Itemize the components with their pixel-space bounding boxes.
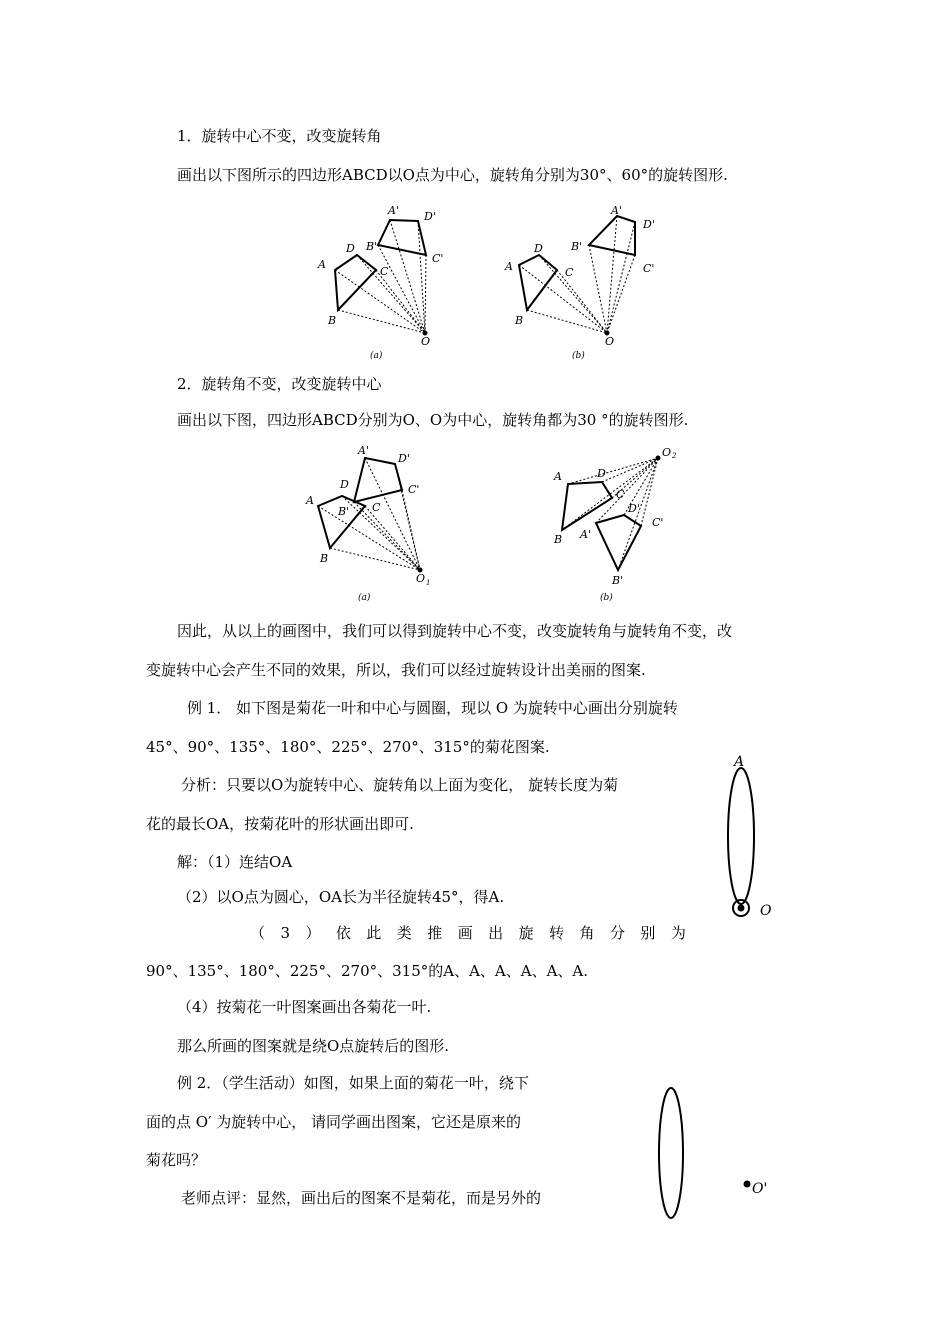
example2-line2: 面的点 O′ 为旋转中心， 请同学画出图案，它还是原来的 xyxy=(146,1113,522,1131)
label-c: C xyxy=(616,488,625,501)
label-a-prime: A' xyxy=(611,204,622,217)
quad-abcd xyxy=(335,255,376,310)
label-c: C xyxy=(380,265,389,278)
label-c-prime: C' xyxy=(643,262,655,275)
label-a: A xyxy=(554,470,562,483)
quad-abcd xyxy=(519,255,557,310)
label-o-subscript: 1 xyxy=(426,579,431,587)
label-d: D xyxy=(340,478,349,491)
example2-comment: 老师点评：显然，画出后的图案不是菊花，而是另外的 xyxy=(181,1189,542,1207)
label-d: D xyxy=(346,242,355,255)
label-b: B xyxy=(320,552,329,565)
conclusion-line1: 因此，从以上的画图中，我们可以得到旋转中心不变，改变旋转角与旋转角不变，改 xyxy=(177,622,733,640)
leaf-ellipse xyxy=(659,1088,683,1218)
label-b-prime: B' xyxy=(571,240,583,253)
label-b-prime: B' xyxy=(612,574,624,587)
label-o-subscript: 2 xyxy=(672,452,677,460)
label-a: A xyxy=(505,260,513,273)
label-a-prime: A' xyxy=(580,528,591,541)
label-b-prime: B' xyxy=(338,505,350,518)
conclusion-line2: 变旋转中心会产生不同的效果，所以，我们可以经过旋转设计出美丽的图案. xyxy=(146,661,646,679)
label-c-prime: C' xyxy=(652,516,664,529)
example1-line1: 例 1． 如下图是菊花一叶和中心与圆圈，现以 O 为旋转中心画出分别旋转 xyxy=(187,699,678,717)
example1-line2: 45°、90°、135°、180°、225°、270°、315°的菊花图案. xyxy=(146,738,550,756)
caption-b: (b) xyxy=(572,351,585,361)
section2-instruction: 画出以下图，四边形ABCD分别为O、O为中心，旋转角都为30 °的旋转图形. xyxy=(177,411,689,429)
example1-step4: （4）按菊花一叶图案画出各菊花一叶. xyxy=(177,998,432,1016)
leaf-figure-1 xyxy=(720,750,790,930)
label-d-prime: D' xyxy=(398,452,410,465)
label-a-prime: A' xyxy=(358,444,369,457)
label-c-prime: C' xyxy=(432,252,444,265)
label-b: B xyxy=(328,314,337,327)
example1-analysis2: 花的最长OA，按菊花叶的形状画出即可. xyxy=(146,815,414,833)
example2-line1: 例 2．（学生活动）如图，如果上面的菊花一叶，绕下 xyxy=(177,1074,529,1092)
label-d-prime: D' xyxy=(628,502,640,515)
caption-a: (a) xyxy=(370,351,383,361)
label-c: C xyxy=(372,501,381,514)
label-d: D xyxy=(534,242,543,255)
example1-step3-line2: 90°、135°、180°、225°、270°、315°的A、A、A、A、A、A. xyxy=(146,962,589,980)
label-d: D xyxy=(597,467,606,480)
example1-analysis1: 分析：只要以O为旋转中心、旋转角以上面为变化， 旋转长度为菊 xyxy=(181,776,619,794)
figure-2b xyxy=(540,440,710,605)
example1-step3-line1: （ 3 ） 依 此 类 推 画 出 旋 转 角 分 别 为 xyxy=(250,924,686,942)
figure-2a xyxy=(300,440,460,605)
figure-1a xyxy=(310,200,470,365)
example1-solution: 解：（1）连结OA xyxy=(177,853,293,871)
example1-result: 那么所画的图案就是绕O点旋转后的图形. xyxy=(177,1037,450,1055)
label-c-prime: C' xyxy=(408,483,420,496)
label-a-prime: A' xyxy=(388,204,399,217)
label-a: A xyxy=(734,754,745,770)
section1-instruction: 画出以下图所示的四边形ABCD以O点为中心，旋转角分别为30°、60°的旋转图形. xyxy=(177,166,728,184)
label-d-prime: D' xyxy=(643,218,655,231)
example2-line3: 菊花吗？ xyxy=(146,1151,207,1169)
leaf-ellipse xyxy=(728,768,754,904)
caption-b: (b) xyxy=(600,593,613,603)
center-dot xyxy=(738,905,745,912)
label-o: O xyxy=(421,335,431,348)
label-o: O xyxy=(416,572,426,585)
label-d-prime: D' xyxy=(424,210,436,223)
example1-step2: （2）以O点为圆心，OA长为半径旋转45°，得A. xyxy=(177,888,505,906)
center-point xyxy=(656,456,661,461)
label-o: O xyxy=(605,335,615,348)
quad-abcd xyxy=(562,482,612,530)
section1-heading: 1．旋转中心不变，改变旋转角 xyxy=(177,127,382,145)
section2-heading: 2．旋转角不变，改变旋转中心 xyxy=(177,375,382,393)
label-a: A xyxy=(318,258,326,271)
leaf-figure-2 xyxy=(650,1080,780,1225)
pivot-dot xyxy=(744,1181,751,1188)
label-b: B xyxy=(554,533,563,546)
label-c: C xyxy=(565,266,574,279)
caption-a: (a) xyxy=(358,593,371,603)
quad-abcd xyxy=(318,496,365,548)
label-o: O xyxy=(662,446,672,459)
figure-1b xyxy=(497,200,667,365)
label-a: A xyxy=(306,494,314,507)
label-o: O xyxy=(760,903,772,919)
label-b-prime: B' xyxy=(366,240,378,253)
label-b: B xyxy=(515,314,524,327)
label-o-prime: O' xyxy=(752,1181,768,1197)
